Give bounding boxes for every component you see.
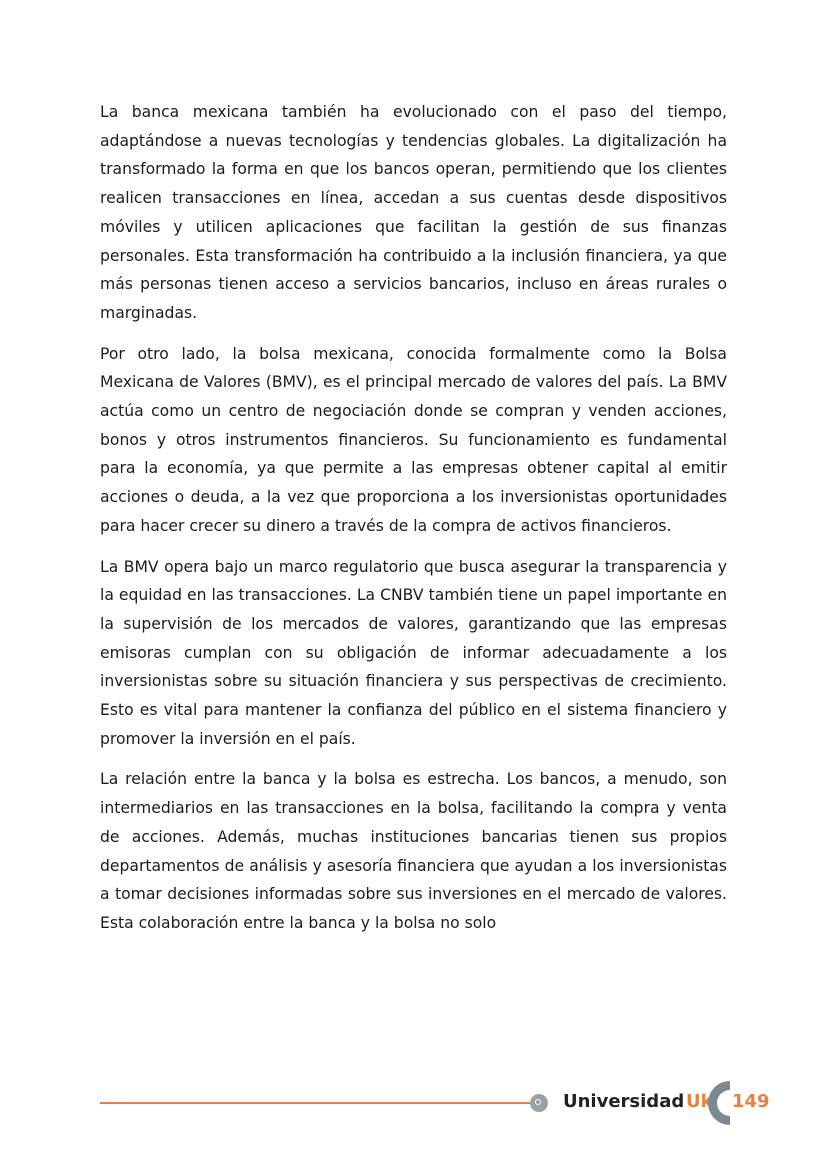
brand-accent: Uk (686, 1091, 713, 1112)
paragraph: La banca mexicana también ha evolucionado con el paso del tiempo, adaptándose a nuevas tecnologías y tendencias globales. La digitalización ha transformado la forma en que los bancos operan, permitiendo que los clientes realicen transacciones en línea, accedan a sus cuentas desde dispositivos móviles y utilicen aplicaciones que facilitan la gestión de sus finanzas personales. Esta transformación ha contribuido a la inclusión financiera, ya que más personas tienen acceso a servicios bancarios, incluso en áreas rurales o marginadas. (100, 103, 727, 322)
page-footer (100, 1083, 780, 1123)
paragraph: Por otro lado, la bolsa mexicana, conocida formalmente como la Bolsa Mexicana de Valores (BMV), es el principal mercado de valores del país. La BMV actúa como un centro de negociación donde se compran y venden acciones, bonos y otros instrumentos financieros. Su funcionamiento es fundamental para la economía, ya que permite a las empresas obtener capital al emitir acciones o deuda, a la vez que proporciona a los inversionistas oportunidades para hacer crecer su dinero a través de la compra de activos financieros. (100, 344, 727, 535)
circle-bullet-icon (530, 1094, 548, 1112)
paragraph: La BMV opera bajo un marco regulatorio que busca asegurar la transparencia y la equidad en las transacciones. La CNBV también tiene un papel importante en la supervisión de los mercados de valores, garantizando que las empresas emisoras cumplan con su obligación de informar adecuadamente a los inversionistas sobre su situación financiera y sus perspectivas de crecimiento. Esto es vital para mantener la confianza del público en el sistema financiero y promover la inversión en el país. (100, 557, 727, 748)
footer-divider (100, 1102, 530, 1104)
paragraph: La relación entre la banca y la bolsa es estrecha. Los bancos, a menudo, son intermediarios en las transacciones en la bolsa, facilitando la compra y venta de acciones. Además, muchas instituciones bancarias tienen sus propios departamentos de análisis y asesoría financiera que ayudan a los inversionistas a tomar decisiones informadas sobre sus inversiones en el mercado de valores. Esta colaboración entre la banca y la bolsa no solo (100, 770, 727, 932)
brand-name: Universidad (563, 1091, 685, 1112)
brand-logo (563, 1091, 713, 1112)
page-body (100, 98, 727, 950)
page-number: 149 (732, 1091, 770, 1112)
